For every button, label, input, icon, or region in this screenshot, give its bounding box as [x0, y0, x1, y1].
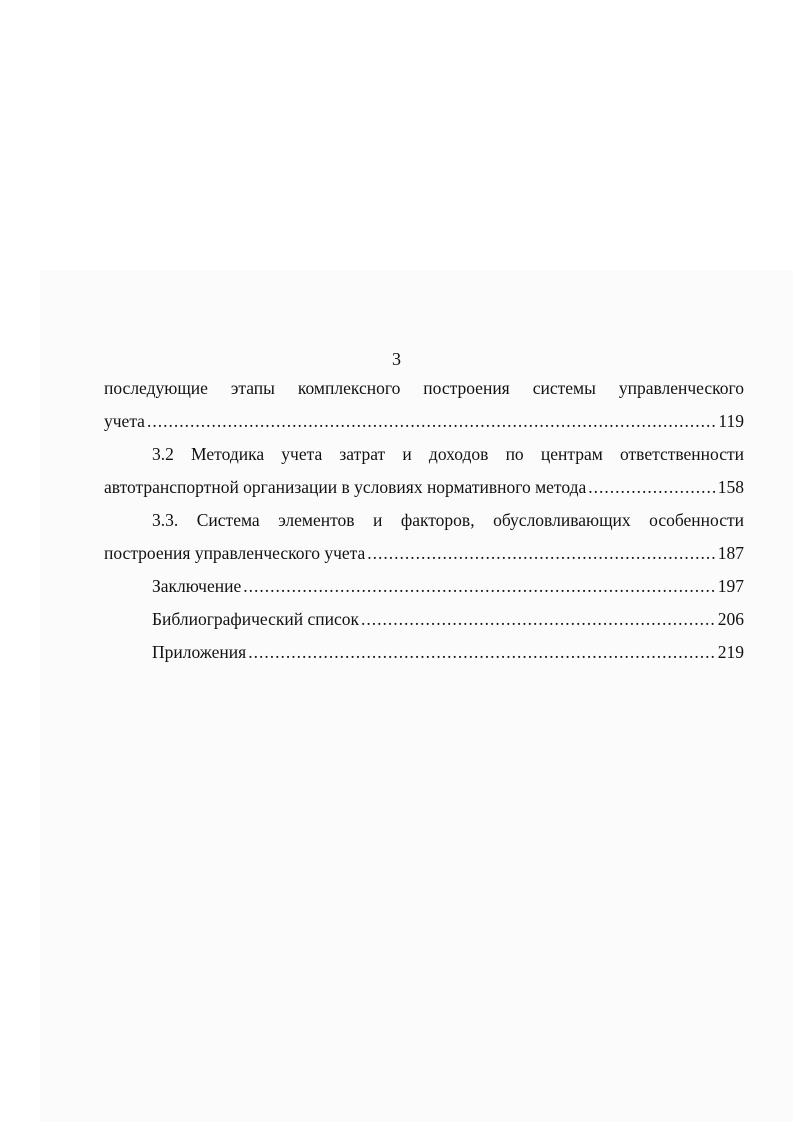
toc-entry-bibliography	[104, 603, 744, 636]
dot-leader	[588, 471, 716, 504]
toc-entry-text: Заключение	[152, 576, 242, 596]
toc-page-number: 206	[717, 609, 744, 629]
toc-entry-text: Библиографический список	[152, 609, 360, 629]
dot-leader	[243, 570, 716, 603]
toc-entry-3-3-end	[104, 537, 744, 570]
toc-page-number: 219	[717, 642, 744, 662]
toc-page-number: 197	[717, 576, 744, 596]
toc-entry-appendix	[104, 636, 744, 669]
toc-page-number: 158	[717, 477, 744, 497]
toc-entry-text: построения управленческого учета	[104, 543, 366, 563]
toc-line-continuation: последующие этапы комплексного построения системы управленческого	[104, 378, 744, 398]
toc-entry-text: Приложения	[152, 642, 247, 662]
dot-leader	[367, 537, 715, 570]
toc-entry-3-2-title: 3.2 Методика учета затрат и доходов по центрам ответственности	[152, 444, 744, 464]
table-of-contents	[104, 372, 744, 669]
toc-entry-text: автотранспортной организации в условиях нормативного метода	[104, 477, 587, 497]
dot-leader	[248, 636, 716, 669]
dot-leader	[361, 603, 716, 636]
toc-entry-3-1-end	[104, 405, 744, 438]
page-number: 3	[392, 349, 401, 369]
toc-entry-conclusion	[104, 570, 744, 603]
toc-entry-3-3-title: 3.3. Система элементов и факторов, обусловливающих особенности	[152, 510, 744, 530]
toc-entry-3-2-end	[104, 471, 744, 504]
dot-leader	[147, 405, 716, 438]
toc-page-number: 187	[717, 543, 744, 563]
toc-entry-text: учета	[104, 411, 145, 431]
toc-page-number: 119	[718, 411, 744, 431]
